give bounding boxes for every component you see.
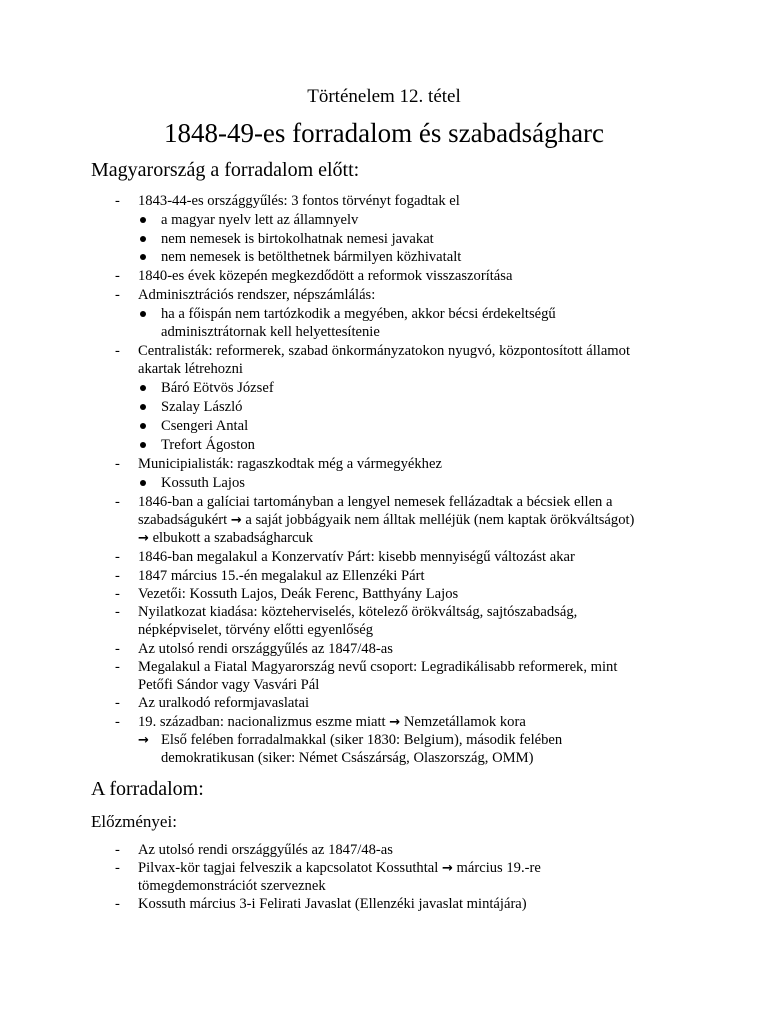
list-item: Az utolsó rendi országgyűlés az 1847/48-as [138,641,393,657]
dash-marker: - [115,586,120,602]
section-heading-before-revolution: Magyarország a forradalom előtt: [91,159,360,181]
text-span: március 19.-re [456,860,541,876]
document-subtitle: Történelem 12. tétel [307,86,461,107]
dash-marker: - [115,268,120,284]
dash-marker: - [115,549,120,565]
list-item: nem nemesek is birtokolhatnak nemesi javakat [161,231,434,247]
list-item: 1846-ban a galíciai tartományban a lengyel nemesek fellázadtak a bécsiek ellen a [138,494,613,510]
list-item-continuation [138,529,313,548]
list-item-continuation: népképviselet, törvény előtti egyenlőség [138,622,374,638]
dash-marker: - [115,641,120,657]
bullet-icon [140,254,146,260]
list-item: 1843-44-es országgyűlés: 3 fontos törvényt fogadtak el [138,193,460,209]
list-item: a magyar nyelv lett az államnyelv [161,212,359,228]
text-span: szabadságukért [138,512,228,528]
dash-marker: - [115,896,120,912]
arrow-right-icon: → [138,531,149,546]
dash-marker: - [115,494,120,510]
section-heading-revolution: A forradalom: [91,778,204,800]
list-item: Vezetői: Kossuth Lajos, Deák Ferenc, Batthyány Lajos [138,586,459,602]
text-span: elbukott a szabadságharcuk [152,530,314,546]
bullet-icon [140,480,146,486]
dash-marker: - [115,659,120,675]
arrow-right-icon: → [441,861,453,876]
text-span: 19. században: nacionalizmus eszme miatt [138,714,386,730]
list-item-continuation: Petőfi Sándor vagy Vasvári Pál [138,677,320,693]
arrow-right-icon: → [389,715,401,730]
dash-marker: - [115,604,120,620]
list-item [138,713,526,732]
bullet-icon [140,442,146,448]
bullet-icon [140,385,146,391]
list-item: Első felében forradalmakkal (siker 1830: Belgium), második felében [161,732,563,748]
list-item: Báró Eötvös József [161,380,274,396]
text-span: a saját jobbágyaik nem álltak melléjük (nem kaptak örökváltságot) [245,512,635,528]
list-item-continuation: adminisztrátornak kell helyettesítenie [161,324,380,340]
dash-marker: - [115,714,120,730]
list-item-continuation: akartak létrehozni [138,361,243,377]
list-item: Centralisták: reformerek, szabad önkormányzatokon nyugvó, központosított államot [138,343,631,359]
list-item [138,859,541,878]
list-item: Szalay László [161,399,243,415]
list-item: Az uralkodó reformjavaslatai [138,695,309,711]
bullet-icon [140,236,146,242]
list-item: Adminisztrációs rendszer, népszámlálás: [138,287,376,303]
dash-marker: - [115,193,120,209]
dash-marker: - [115,568,120,584]
list-item: Az utolsó rendi országgyűlés az 1847/48-as [138,842,393,858]
dash-marker: - [115,343,120,359]
text-span: Pilvax-kör tagjai felveszik a kapcsolatot Kossuthtal [138,860,439,876]
dash-marker: - [115,860,120,876]
list-item: nem nemesek is betölthetnek bármilyen közhivatalt [161,249,462,265]
subsection-heading-antecedents: Előzményei: [91,812,177,831]
bullet-icon [140,404,146,410]
list-item: Kossuth Lajos [161,475,245,491]
dash-marker: - [115,456,120,472]
list-item: Csengeri Antal [161,418,249,434]
list-item: 1847 március 15.-én megalakul az Ellenzéki Párt [138,568,425,584]
bullet-icon [140,311,146,317]
list-item: ha a főispán nem tartózkodik a megyében, akkor bécsi érdekeltségű [161,306,556,322]
dash-marker: - [115,287,120,303]
dash-marker: - [115,695,120,711]
bullet-icon [140,423,146,429]
list-item: 1840-es évek közepén megkezdődött a reformok visszaszorítása [138,268,513,284]
list-item: Kossuth március 3-i Felirati Javaslat (Ellenzéki javaslat mintájára) [138,896,527,912]
list-item-continuation: demokratikusan (siker: Német Császárság, Olaszország, OMM) [161,750,534,766]
document-title: 1848-49-es forradalom és szabadságharc [163,118,605,148]
list-item-continuation: tömegdemonstrációt szerveznek [138,878,326,894]
list-item-continuation [138,511,634,530]
arrow-right-icon: → [138,733,149,748]
arrow-right-icon: → [230,513,242,528]
dash-marker: - [115,842,120,858]
list-item: Megalakul a Fiatal Magyarország nevű csoport: Legradikálisabb reformerek, mint [138,659,618,675]
list-item: 1846-ban megalakul a Konzervatív Párt: kisebb mennyiségű változást akar [138,549,575,565]
list-item: Trefort Ágoston [161,437,255,453]
list-item: Municipialisták: ragaszkodtak még a vármegyékhez [138,456,442,472]
list-item: Nyilatkozat kiadása: közteherviselés, kötelező örökváltság, sajtószabadság, [138,604,578,620]
bullet-icon [140,217,146,223]
text-span: Nemzetállamok kora [403,714,526,730]
